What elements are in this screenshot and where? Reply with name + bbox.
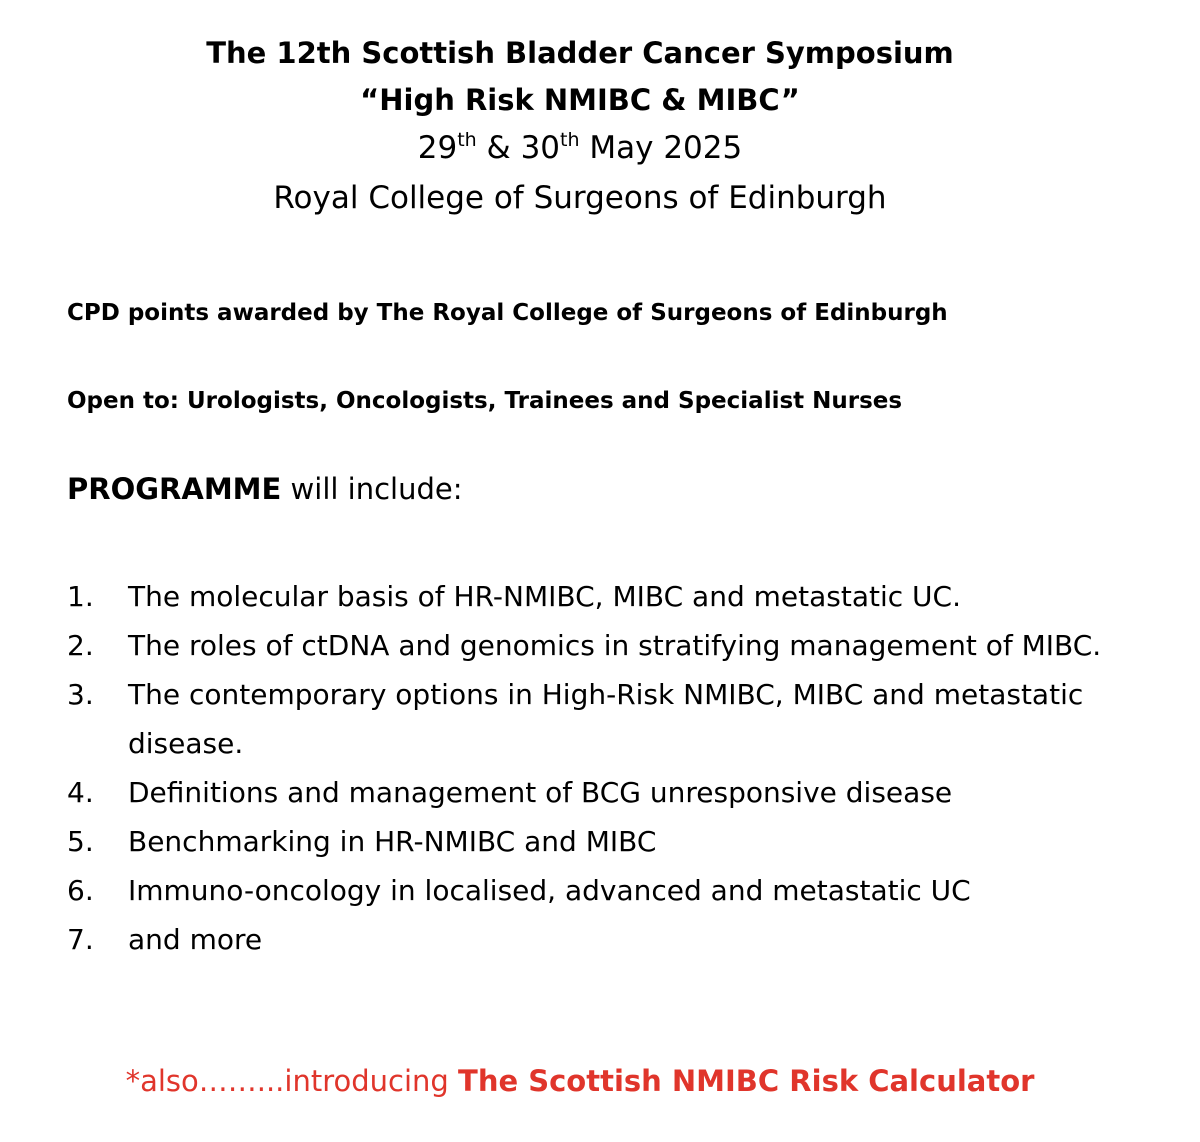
- risk-calculator-announcement: [0, 1064, 1160, 1098]
- risk-calculator-name: The Scottish NMIBC Risk Calculator: [458, 1064, 1035, 1098]
- programme-item-number: 7.: [67, 923, 94, 956]
- programme-item: [67, 621, 1187, 670]
- cpd-statement: CPD points awarded by The Royal College of Surgeons of Edinburgh: [67, 300, 948, 326]
- programme-item-number: 4.: [67, 776, 94, 809]
- event-venue: Royal College of Surgeons of Edinburgh: [273, 180, 887, 216]
- programme-item: [67, 572, 1187, 621]
- date-day2-suffix: th: [560, 129, 580, 151]
- programme-item-number: 1.: [67, 580, 94, 613]
- programme-item-text: and more: [128, 923, 263, 956]
- programme-item: [67, 817, 1187, 866]
- programme-item-number: 6.: [67, 874, 94, 907]
- symposium-title: The 12th Scottish Bladder Cancer Symposium: [206, 36, 954, 70]
- programme-item-number: 2.: [67, 629, 94, 662]
- programme-item: [67, 866, 1187, 915]
- event-dates: [0, 122, 1160, 174]
- programme-item-text: Immuno-oncology in localised, advanced and metastatic UC: [128, 874, 971, 907]
- programme-item-text: Benchmarking in HR-NMIBC and MIBC: [128, 825, 657, 858]
- programme-item-number: 5.: [67, 825, 94, 858]
- programme-label: PROGRAMME: [67, 472, 282, 506]
- symposium-subtitle: “High Risk NMIBC & MIBC”: [360, 83, 800, 117]
- date-day1-suffix: th: [457, 129, 477, 151]
- announcement-lead: *also……...introducing: [125, 1064, 459, 1098]
- audience-statement: Open to: Urologists, Oncologists, Trainees and Specialist Nurses: [67, 388, 903, 414]
- programme-item-text: Definitions and management of BCG unresponsive disease: [128, 776, 953, 809]
- programme-item-text: The roles of ctDNA and genomics in stratifying management of MIBC.: [128, 629, 1102, 662]
- programme-item: [67, 915, 1187, 964]
- programme-list: [67, 572, 1187, 964]
- programme-item-text: The contemporary options in High-Risk NMIBC, MIBC and metastatic disease.: [128, 678, 1084, 760]
- programme-item-text: The molecular basis of HR-NMIBC, MIBC and metastatic UC.: [128, 580, 961, 613]
- programme-heading: [67, 472, 463, 506]
- date-month-year: May 2025: [579, 130, 743, 166]
- programme-heading-rest: will include:: [281, 472, 463, 506]
- date-connector: & 30: [476, 130, 561, 166]
- programme-item: [67, 670, 1187, 768]
- programme-item: [67, 768, 1187, 817]
- programme-item-number: 3.: [67, 678, 94, 711]
- date-day1: 29: [417, 130, 458, 166]
